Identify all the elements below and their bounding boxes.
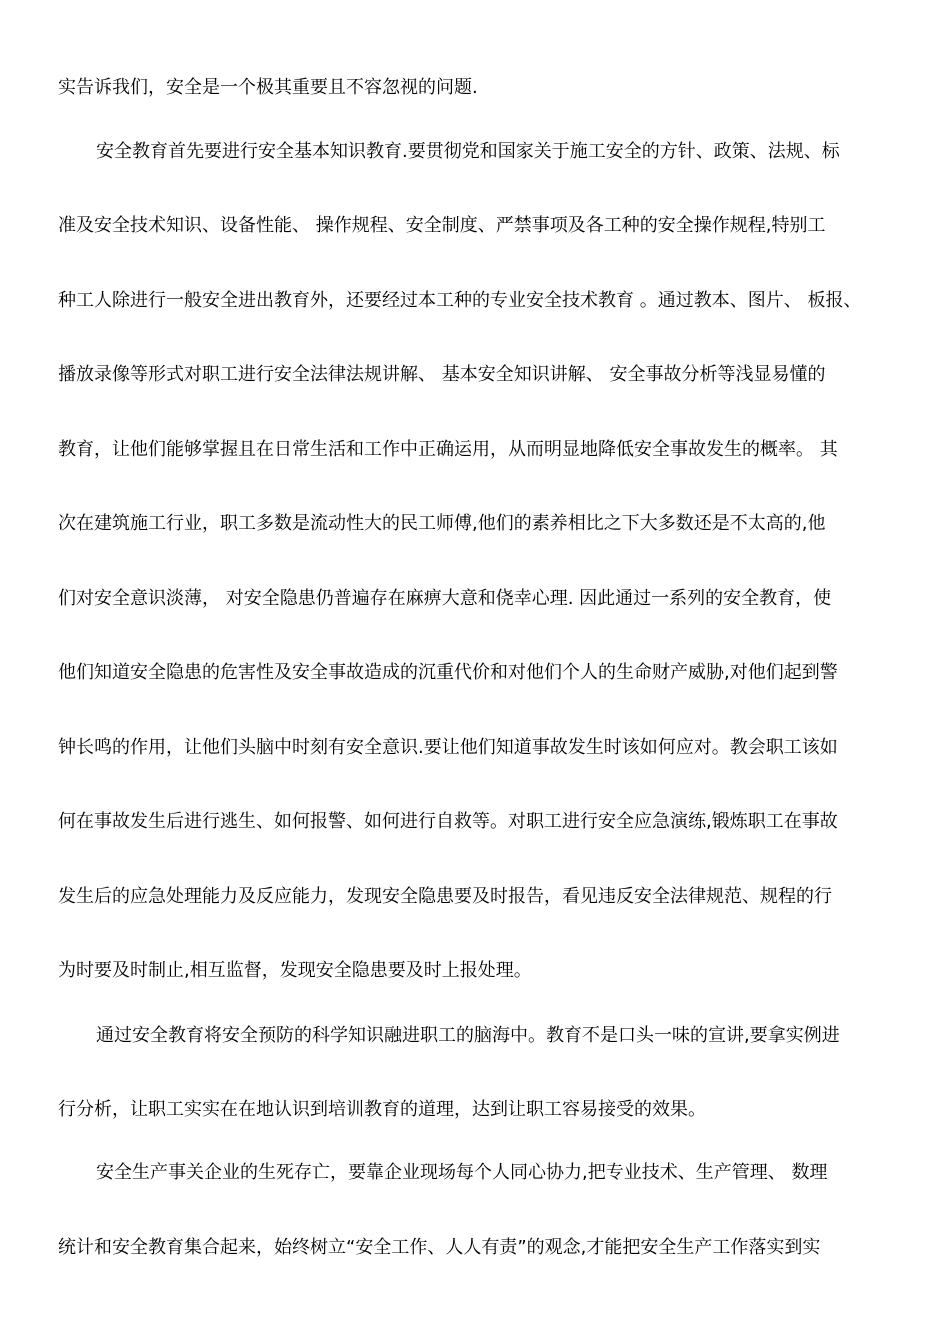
text-line: 们对安全意识淡薄， 对安全隐患仍普遍存在麻痹大意和侥幸心理. 因此通过一系列的安全教育，使 (58, 588, 832, 609)
text-line: 钟长鸣的作用，让他们头脑中时刻有安全意识.要让他们知道事故发生时该如何应对。教会职工该如 (58, 737, 838, 758)
text-line: 行分析，让职工实实在在地认识到培训教育的道理，达到让职工容易接受的效果。 (58, 1099, 706, 1120)
text-line: 种工人除进行一般安全进出教育外，还要经过本工种的专业安全技术教育 。通过教本、图片、 板报、 (58, 290, 862, 311)
text-line: 统计和安全教育集合起来，始终树立“安全工作、人人有责”的观念,才能把安全生产工作落实到实 (58, 1237, 821, 1258)
text-line: 发生后的应急处理能力及反应能力，发现安全隐患要及时报告，看见违反安全法律规范、规程的行 (58, 886, 832, 907)
text-line: 准及安全技术知识、设备性能、 操作规程、安全制度、严禁事项及各工种的安全操作规程,特别工 (58, 215, 826, 236)
text-line: 教育，让他们能够掌握且在日常生活和工作中正确运用，从而明显地降低安全事故发生的概率。 其 (58, 439, 838, 460)
paragraph-start-line: 安全生产事关企业的生死存亡，要靠企业现场每个人同心协力,把专业技术、生产管理、 数理 (96, 1162, 828, 1183)
text-line: 他们知道安全隐患的危害性及安全事故造成的沉重代价和对他们个人的生命财产威胁,对他们起到警 (58, 662, 838, 683)
text-line: 播放录像等形式对职工进行安全法律法规讲解、 基本安全知识讲解、 安全事故分析等浅显易懂的 (58, 364, 826, 385)
paragraph-start-line: 安全教育首先要进行安全基本知识教育.要贯彻党和国家关于施工安全的方针、政策、法规、标 (96, 141, 840, 162)
text-line: 实告诉我们，安全是一个极其重要且不容忽视的问题. (58, 77, 478, 98)
text-line: 为时要及时制止,相互监督，发现安全隐患要及时上报处理。 (58, 960, 532, 981)
text-line: 次在建筑施工行业，职工多数是流动性大的民工师傅,他们的素养相比之下大多数还是不太高的,他 (58, 513, 826, 534)
paragraph-start-line: 通过安全教育将安全预防的科学知识融进职工的脑海中。教育不是口头一味的宣讲,要拿实例进 (96, 1025, 840, 1046)
text-line: 何在事故发生后进行逃生、如何报警、如何进行自救等。对职工进行安全应急演练,锻炼职工在事故 (58, 811, 838, 832)
